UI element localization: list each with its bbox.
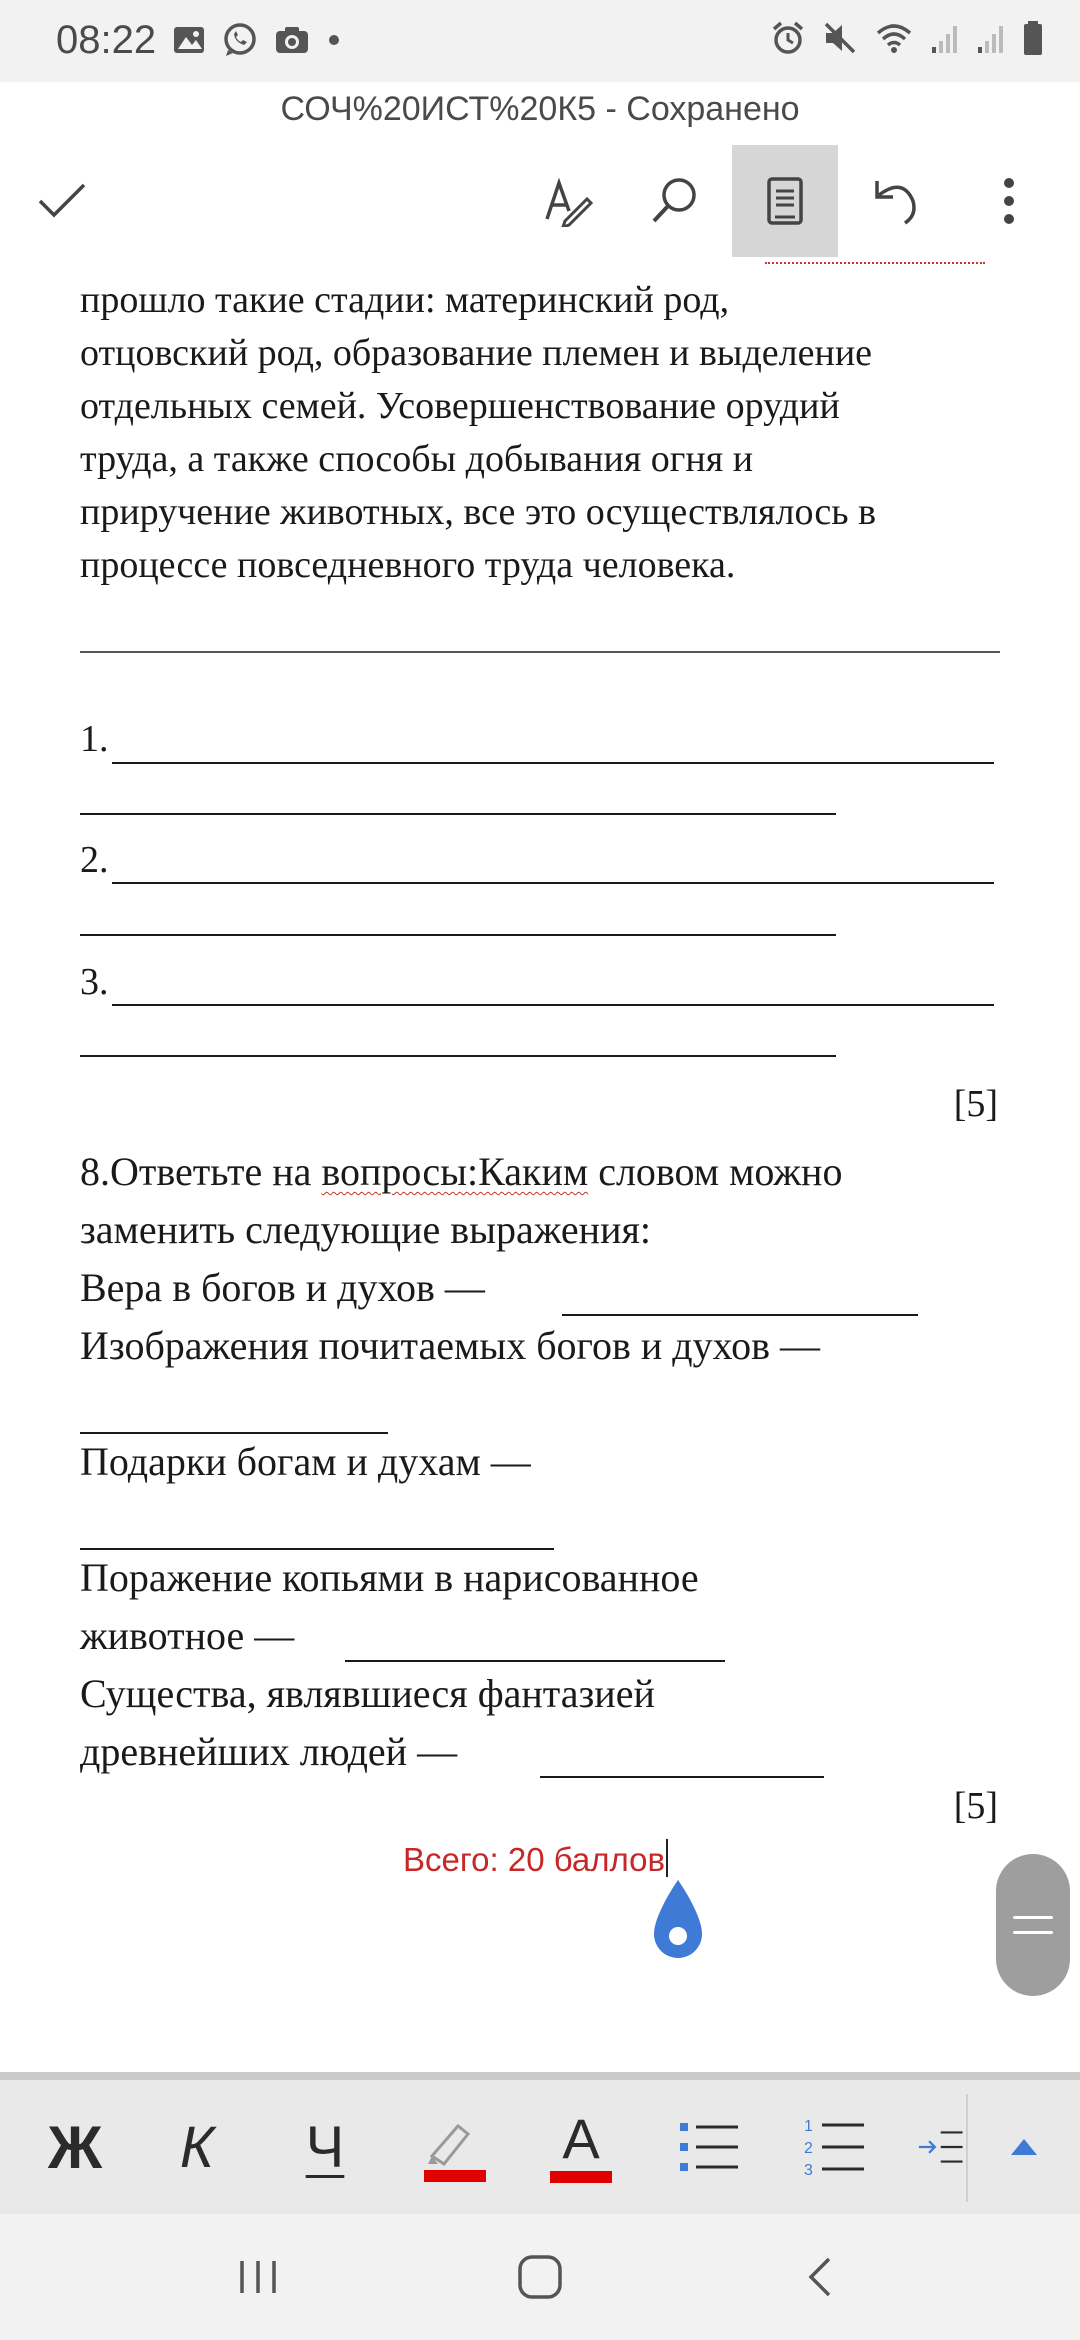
question-line: заменить следующие выражения: [80,1207,651,1252]
underline-button[interactable] [280,2080,370,2214]
svg-text:3: 3 [804,2162,813,2179]
back-button[interactable] [730,2214,910,2340]
bullet-list-button[interactable] [664,2080,754,2214]
question-text: 8.Ответьте на [80,1149,322,1194]
status-time: 08:22 [56,18,157,62]
pen-edit-icon [541,175,593,227]
bold-button[interactable] [30,2080,120,2214]
answer-line[interactable] [80,1055,836,1057]
numbered-list-icon [802,2115,868,2179]
font-color-glyph [550,2107,612,2183]
reading-view-button[interactable] [732,145,838,257]
question-item: Вера в богов и духов — [80,1265,485,1310]
document-canvas[interactable] [0,262,1080,2072]
divider-line [80,651,1000,653]
format-toolbar [0,2072,1080,2214]
status-bar [0,0,1080,82]
more-vertical-icon [1001,175,1017,227]
answer-line[interactable] [112,1004,994,1006]
toolbar-divider [966,2094,968,2202]
signal-icon [930,21,960,55]
reading-view-icon [765,175,805,227]
dot-icon [326,32,342,48]
question-item: Подарки богам и духам — [80,1439,531,1484]
whatsapp-icon [222,22,258,58]
undo-button[interactable] [852,145,938,257]
underline-label: Ч [305,2114,345,2180]
answer-number: 1. [80,718,109,760]
answer-number: 3. [80,961,109,1003]
paragraph-line: прошло такие стадии: материнский род, [80,279,730,321]
indent-icon [916,2117,964,2177]
indent-button[interactable] [916,2080,964,2214]
question-item: Поражение копьями в нарисованное [80,1555,699,1600]
cursor-handle-icon [652,1878,704,1962]
wifi-icon [874,21,914,55]
answer-line[interactable] [80,1548,554,1550]
status-right-icons [770,20,1044,56]
document-title: СОЧ%20ИСТ%20К5 - Сохранено [280,90,800,128]
body-paragraph [80,274,982,592]
bold-label: Ж [47,2113,103,2181]
answer-number: 2. [80,839,109,881]
font-color-button[interactable] [536,2080,626,2214]
signal-icon [976,21,1006,55]
total-points-text: Всего: 20 баллов [403,1841,666,1878]
camera-icon [274,25,310,55]
question-line [80,1148,842,1195]
answer-line[interactable] [112,882,994,884]
image-icon [172,25,206,55]
question-text: словом можно [588,1149,843,1194]
done-button[interactable] [16,145,108,257]
recent-apps-button[interactable] [168,2214,348,2340]
expand-toolbar-button[interactable] [984,2080,1064,2214]
font-color-label: A [562,2107,600,2170]
question-text: вопросы:Каким [321,1149,589,1194]
recent-apps-icon [236,2257,280,2297]
paragraph-line: процессе повседневного труда человека. [80,544,736,586]
status-left-icons [172,22,342,58]
search-icon [649,175,701,227]
question-item: животное — [80,1613,295,1658]
undo-icon [869,175,921,227]
numbered-list-button[interactable] [790,2080,880,2214]
answer-line[interactable] [345,1660,725,1662]
home-icon [516,2253,564,2301]
paragraph-line: приручение животных, все это осуществлялось в [80,491,877,533]
grip-line [1013,1931,1053,1934]
search-button[interactable] [632,145,718,257]
total-points[interactable] [403,1839,668,1879]
highlight-button[interactable] [410,2080,500,2214]
answer-line[interactable] [80,1432,388,1434]
answer-line[interactable] [112,762,994,764]
paragraph-line: труда, а также способы добывания огня и [80,438,754,480]
back-icon [805,2255,835,2299]
answer-line[interactable] [80,813,836,815]
alarm-icon [770,20,806,56]
italic-label: К [179,2114,215,2180]
bullet-list-icon [676,2117,742,2177]
system-nav-bar [0,2214,1080,2340]
home-button[interactable] [450,2214,630,2340]
font-color-swatch [550,2171,612,2183]
svg-text:1: 1 [804,2118,813,2135]
score-label: [5] [953,1083,998,1125]
more-options-button[interactable] [966,145,1052,257]
question-item: Изображения почитаемых богов и духов — [80,1323,820,1368]
answer-line[interactable] [80,934,836,936]
battery-icon [1022,20,1044,56]
check-icon [36,181,88,221]
answer-line[interactable] [540,1776,824,1778]
question-item: древнейших людей — [80,1729,458,1774]
edit-button[interactable] [524,145,610,257]
italic-button[interactable] [152,2080,242,2214]
spelling-mark [765,262,985,270]
highlighter-icon [422,2112,488,2182]
top-toolbar [0,145,1080,257]
text-cursor [666,1839,668,1877]
caret-up-icon [1011,2139,1037,2155]
answer-line[interactable] [562,1314,918,1316]
scroll-thumb[interactable] [996,1854,1070,1996]
paragraph-line: отдельных семей. Усовершенствование орудий [80,385,840,427]
score-label: [5] [953,1785,998,1827]
question-item: Существа, являвшиеся фантазией [80,1671,655,1716]
svg-text:2: 2 [804,2140,813,2157]
paragraph-line: отцовский род, образование племен и выделение [80,332,873,374]
mute-icon [822,20,858,56]
grip-line [1013,1916,1053,1919]
cursor-handle[interactable] [652,1878,704,1967]
